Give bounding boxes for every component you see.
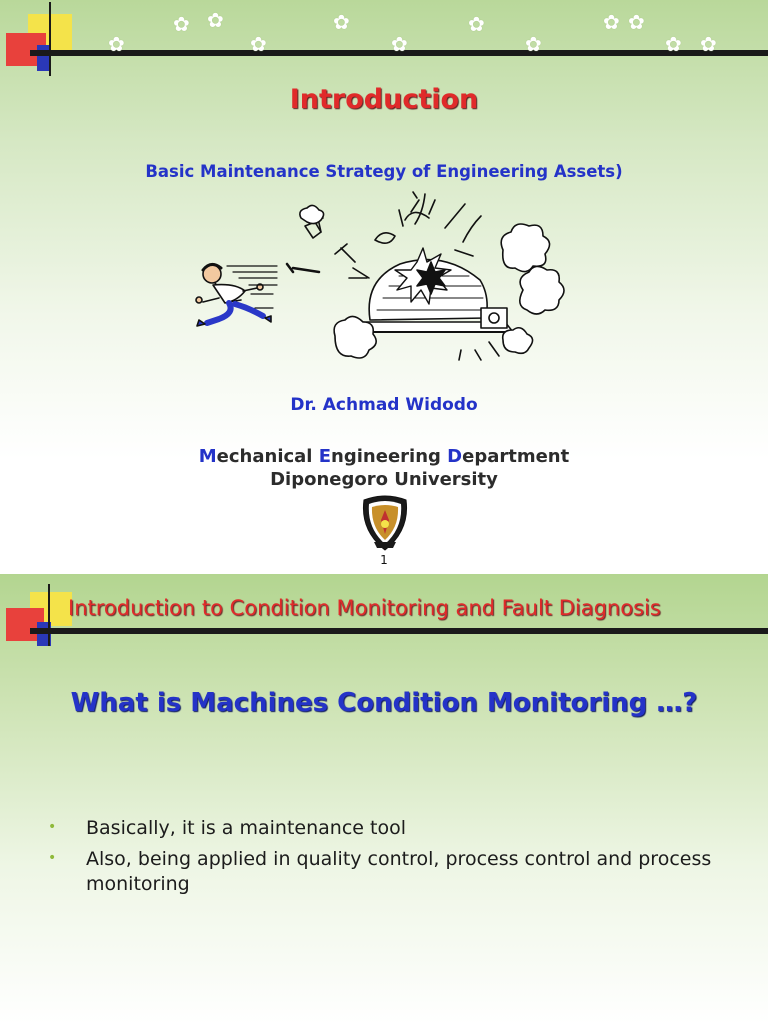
slide-title: Introduction xyxy=(289,84,479,115)
dept-word-e: ngineering xyxy=(331,446,448,467)
deco-vertical-line xyxy=(49,2,51,76)
slide-subtitle: Basic Maintenance Strategy of Engineering Assets) xyxy=(145,162,623,181)
flower-icon: ✿ xyxy=(207,8,224,32)
running-man-exploding-machine-icon xyxy=(185,190,585,390)
deco-vertical-line xyxy=(48,584,50,646)
dept-initial-e: E xyxy=(318,446,332,467)
slide-question: What is Machines Condition Monitoring …? xyxy=(70,688,698,718)
list-item xyxy=(48,847,728,899)
dept-initial-m: M xyxy=(198,446,217,467)
author-name: Dr. Achmad Widodo xyxy=(290,395,478,415)
dept-word-d: epartment xyxy=(462,446,570,467)
department-name xyxy=(0,446,768,467)
flower-icon: ✿ xyxy=(108,32,125,56)
flower-icon: ✿ xyxy=(525,32,542,56)
page-number: 1 xyxy=(380,553,388,567)
slide-header: Introduction to Condition Monitoring and Fault Diagnosis xyxy=(68,596,661,620)
flower-icon: ✿ xyxy=(468,12,485,36)
flower-icon: ✿ xyxy=(665,32,682,56)
flower-icon: ✿ xyxy=(333,10,350,34)
flower-icon: ✿ xyxy=(628,10,645,34)
flower-icon: ✿ xyxy=(250,32,267,56)
bullet-text: Basically, it is a maintenance tool xyxy=(86,817,406,839)
flower-icon: ✿ xyxy=(173,12,190,36)
list-item xyxy=(48,816,728,842)
bullet-icon: • xyxy=(48,850,57,866)
flower-icon: ✿ xyxy=(391,32,408,56)
dept-initial-d: D xyxy=(447,446,463,467)
bullet-text: Also, being applied in quality control, process control and process monitoring xyxy=(86,848,712,895)
slide-2 xyxy=(0,574,768,1024)
bullet-icon: • xyxy=(48,819,57,835)
university-name: Diponegoro University xyxy=(270,469,498,490)
deco-horizontal-bar xyxy=(30,628,768,634)
university-seal-icon xyxy=(360,494,410,552)
dept-word-m: echanical xyxy=(216,446,319,467)
flower-icon: ✿ xyxy=(603,10,620,34)
flower-icon: ✿ xyxy=(700,32,717,56)
